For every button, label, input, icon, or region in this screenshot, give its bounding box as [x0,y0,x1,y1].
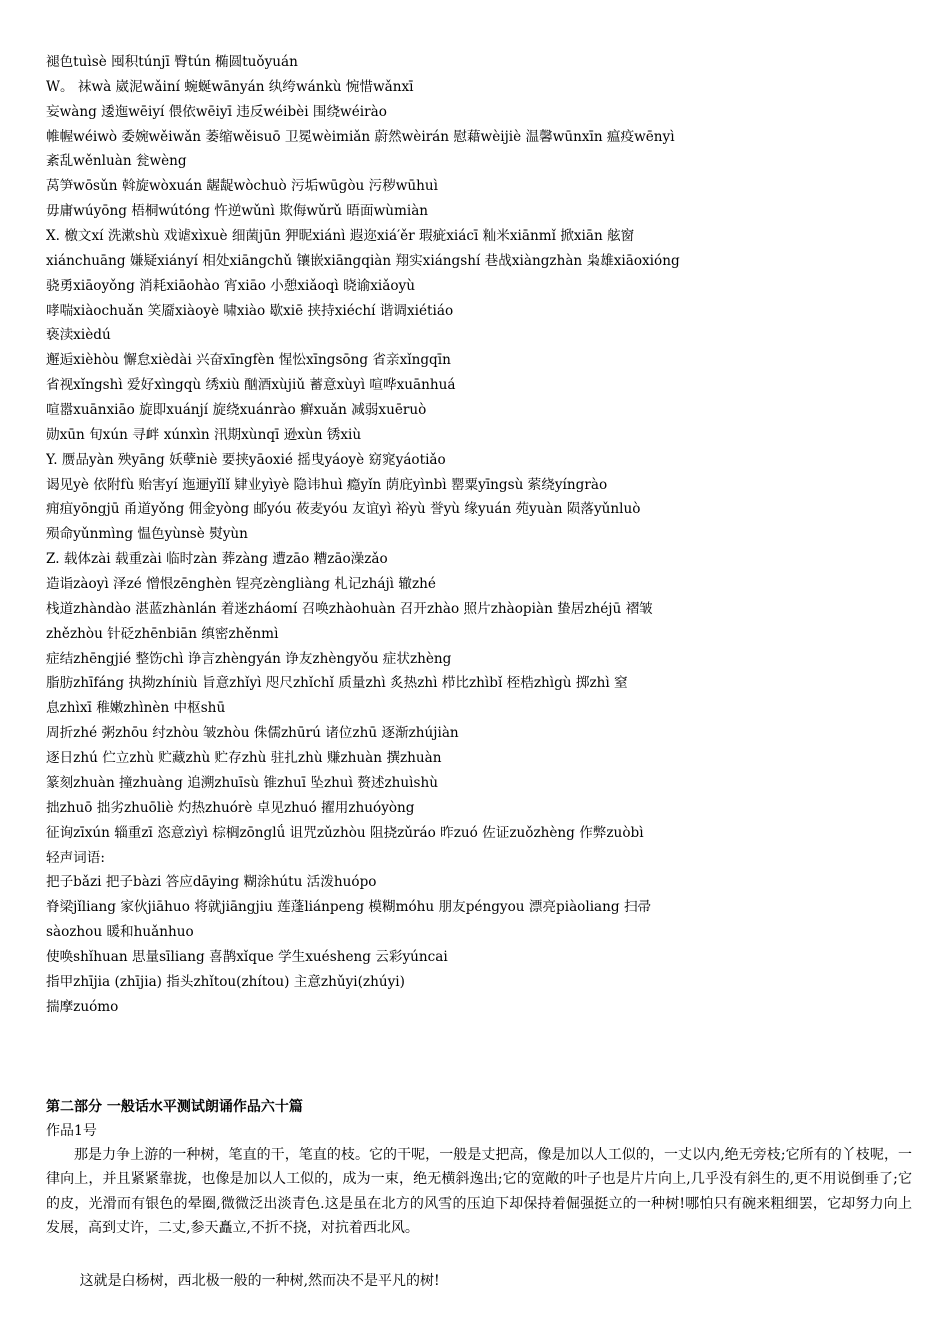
vocabulary-list [46,50,912,1020]
recitation-section [46,1095,912,1293]
vocab-line: 骁勇xiāoyǒng 消耗xiāohào 宵xiāo 小憩xiǎoqì 晓谕xiǎoyù [46,277,415,294]
vocab-line: 把子bǎzi 把子bàzi 答应dāying 糊涂hútu 活泼huópo [46,874,377,891]
vocab-line: 周折zhé 粥zhōu 纣zhòu 皱zhòu 侏儒zhūrú 诸位zhū 逐渐zhújiàn [46,725,459,742]
vocab-line: 谒见yè 依附fù 贻害yí 迤逦yǐlǐ 肄业yìyè 隐讳huì 瘾yǐn 荫庇yìnbì 罂粟yīngsù 萦绕yíngrào [46,476,608,493]
vocab-line: 症结zhēngjié 整饬chì 诤言zhèngyán 诤友zhèngyǒu 症状zhèng [46,650,452,667]
vocab-line: 痈疽yōngjū 甬道yǒng 佣金yòng 邮yóu 莜麦yóu 友谊yì 裕yù 誉yù 缘yuán 苑yuàn 陨落yǔnluò [46,501,641,518]
section-title: 第二部分 一般话水平测试朗诵作品六十篇 [46,1099,303,1115]
vocab-line: 省视xǐngshì 爱好xìngqù 绣xiù 酗酒xùjiǔ 蓄意xùyì 喧哗xuānhuá [46,377,456,394]
vocab-line: 篆刻zhuàn 撞zhuàng 追溯zhuīsù 锥zhuī 坠zhuì 赘述zhuìshù [46,774,439,791]
vocab-line: 栈道zhàndào 湛蓝zhànlán 着迷zháomí 召唤zhàohuàn 召开zhào 照片zhàopiàn 蛰居zhéjū 褶皱 [46,600,653,617]
paragraph: 这就是白杨树，西北极一般的一种树,然而决不是平凡的树! [79,1272,440,1289]
vocab-line: 毋庸wúyōng 梧桐wútóng 忤逆wǔnì 欺侮wǔrǔ 晤面wùmiàn [46,203,429,220]
vocab-line: 勋xūn 旬xún 寻衅 xúnxìn 汛期xùnqī 逊xùn 锈xiù [46,426,362,443]
vocab-line: 褪色tuìsè 囤积túnjī 臀tún 椭圆tuǒyuán [46,54,298,70]
vocab-line: 轻声词语: [46,849,105,866]
vocab-line: W。 袜wà 崴泥wǎiní 蜿蜒wānyán 纨绔wánkù 惋惜wǎnxī [46,78,414,95]
vocab-line: Z. 载体zài 载重zài 临时zàn 葬zàng 遭zāo 糟zāo澡zǎo [46,551,388,568]
vocab-line: Y. 赝品yàn 殃yāng 妖孽niè 要挟yāoxié 摇曳yáoyè 窈窕yáotiǎo [46,451,446,468]
vocab-line: 妄wàng 逶迤wēiyí 偎依wēiyī 违反wéibèi 围绕wéirào [46,103,387,120]
vocab-line: 脊梁jǐliang 家伙jiāhuo 将就jiāngjiu 莲蓬liánpeng 模糊móhu 朋友péngyou 漂亮piàoliang 扫帚 [46,899,652,916]
vocab-line: 造诣zàoyì 泽zé 憎恨zēnghèn 锃亮zèngliàng 札记zhájì 辙zhé [46,576,436,593]
work-label: 作品1号 [46,1123,97,1139]
vocab-line: 殒命yǔnmìng 愠色yùnsè 熨yùn [46,526,248,543]
vocab-line: 脂肪zhīfáng 执拗zhíniù 旨意zhǐyì 咫尺zhǐchǐ 质量zhì 炙热zhì 栉比zhìbǐ 桎梏zhìgù 掷zhì 窒 [46,675,628,692]
vocab-line: zhězhòu 针砭zhēnbiān 缜密zhěnmì [46,625,279,642]
paragraph: 那是力争上游的一种树，笔直的干，笔直的枝。它的干呢，一般是丈把高，像是加以人工似的，一丈以内,绝无旁枝;它所有的丫枝呢，一律向上，并且紧紧靠拢，也像是加以人工似的，成为一束，绝无横斜逸出;它的宽敞的叶子也是片片向上,几乎没有斜生的,更不用说倒垂了;它的皮，光滑而有银色的晕圈,微微泛出淡青色.这是虽在北方的风雪的压迫下却保持着倔强挺立的一种树!哪怕只有碗来粗细罢，它却努力向上发展，高到丈许，二丈,参天矗立,不折不挠，对抗着西北风。 [46,1147,912,1237]
vocab-line: 莴笋wōsǔn 斡旋wòxuán 龌龊wòchuò 污垢wūgòu 污秽wūhuì [46,178,439,195]
vocab-line: 邂逅xièhòu 懈怠xièdài 兴奋xīngfèn 惺忪xīngsōng 省亲xǐngqīn [46,352,451,369]
vocab-line: 哮喘xiàochuǎn 笑靥xiàoyè 啸xiào 歇xiē 挟持xiéchí 谐调xiétiáo [46,302,454,319]
vocab-line: 征询zīxún 辎重zī 恣意zìyì 棕榈zōnglǘ 诅咒zǔzhòu 阻挠zǔráo 昨zuó 佐证zuǒzhèng 作弊zuòbì [46,824,644,841]
vocab-line: 亵渎xièdú [46,327,111,344]
vocab-line: 使唤shǐhuan 思量sīliang 喜鹊xǐque 学生xuésheng 云彩yúncai [46,948,448,965]
vocab-line: sàozhou 暖和huǎnhuo [46,924,194,941]
vocab-line: 息zhìxī 稚嫩zhìnèn 中枢shū [46,700,226,717]
vocab-line: 指甲zhījia (zhījia) 指头zhǐtou(zhítou) 主意zhǔyi(zhúyi) [46,973,405,990]
vocab-line: 紊乱wěnluàn 瓮wèng [46,153,187,170]
vocab-line: xiánchuāng 嫌疑xiányí 相处xiāngchǔ 镶嵌xiāngqiàn 翔实xiángshí 巷战xiàngzhàn 枭雄xiāoxióng [46,252,680,269]
vocab-line: 拙zhuō 拙劣zhuōliè 灼热zhuórè 卓见zhuó 擢用zhuóyòng [46,799,415,816]
vocab-line: X. 檄文xí 洗漱shù 戏谑xìxuè 细菌jūn 狎昵xiánì 遐迩xiá′ěr 瑕疵xiácī 籼米xiānmǐ 掀xiān 舷窗 [46,228,635,245]
vocab-line: 帷幄wéiwò 委婉wěiwǎn 萎缩wěisuō 卫冕wèimiǎn 蔚然wèirán 慰藉wèijiè 温馨wūnxīn 瘟疫wēnyì [46,128,675,145]
vocab-line: 喧嚣xuānxiāo 旋即xuánjí 旋绕xuánrào 癣xuǎn 减弱xuēruò [46,402,427,419]
vocab-line: 逐日zhú 伫立zhù 贮藏zhù 贮存zhù 驻扎zhù 赚zhuàn 撰zhuàn [46,750,442,767]
vocab-line: 揣摩zuómo [46,998,119,1015]
